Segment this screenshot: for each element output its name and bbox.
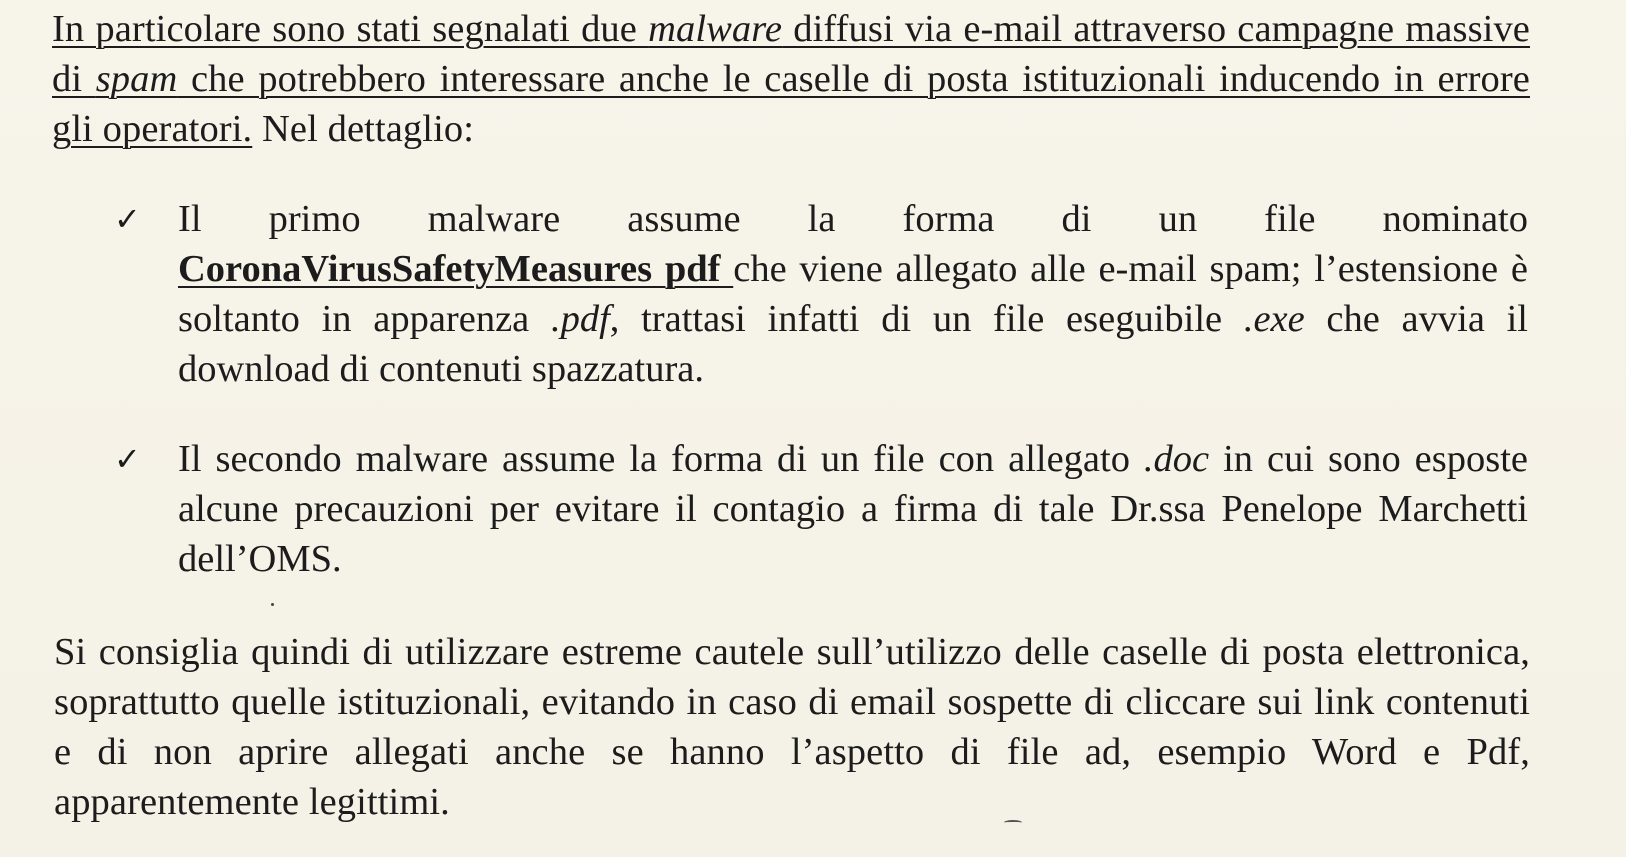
bullet-text: Il primo malware assume la forma di un file nominato CoronaVirusSafetyMeasures pdf che viene allegato alle e-mail spam; l’estensione è soltanto in apparenza .pdf, trattasi infatti di un file eseguibile .exe che avvia il download di contenuti spazzatura.: [178, 198, 1528, 390]
scan-speck: [271, 603, 274, 606]
scan-speck: [1004, 820, 1022, 825]
bullet-text: Il secondo malware assume la forma di un file con allegato .doc in cui sono esposte alcune precauzioni per evitare il contagio a firma di tale Dr.ssa Penelope Marchetti dell’OMS.: [178, 438, 1528, 580]
paragraph-recommendation: Si consiglia quindi di utilizzare estreme cautele sull’utilizzo delle caselle di posta elettronica, soprattutto quelle istituzionali, evitando in caso di email sospette di cliccare sui link contenuti e di non aprire allegati anche se hanno l’aspetto di file ad, esempio Word e Pdf, apparentemente legittimi.: [54, 631, 1530, 823]
malware-filename: CoronaVirusSafetyMeasures pdf: [178, 248, 734, 290]
paragraph-malware-intro: In particolare sono stati segnalati due malware diffusi via e-mail attraverso campagne massive di spam che potrebbero interessare anche le caselle di posta istituzionali inducendo in errore gli operatori. Nel dettaglio:: [52, 8, 1530, 150]
underlined-text: In particolare sono stati segnalati due malware diffusi via e-mail attraverso campagne massive di spam che potrebbero interessare anche le caselle di posta istituzionali inducendo in errore gli operatori.: [52, 8, 1530, 150]
term-spam: spam: [95, 58, 178, 100]
checkmark-icon: ✓: [114, 200, 141, 238]
term-malware: malware: [648, 8, 783, 50]
checkmark-icon: ✓: [114, 440, 141, 478]
